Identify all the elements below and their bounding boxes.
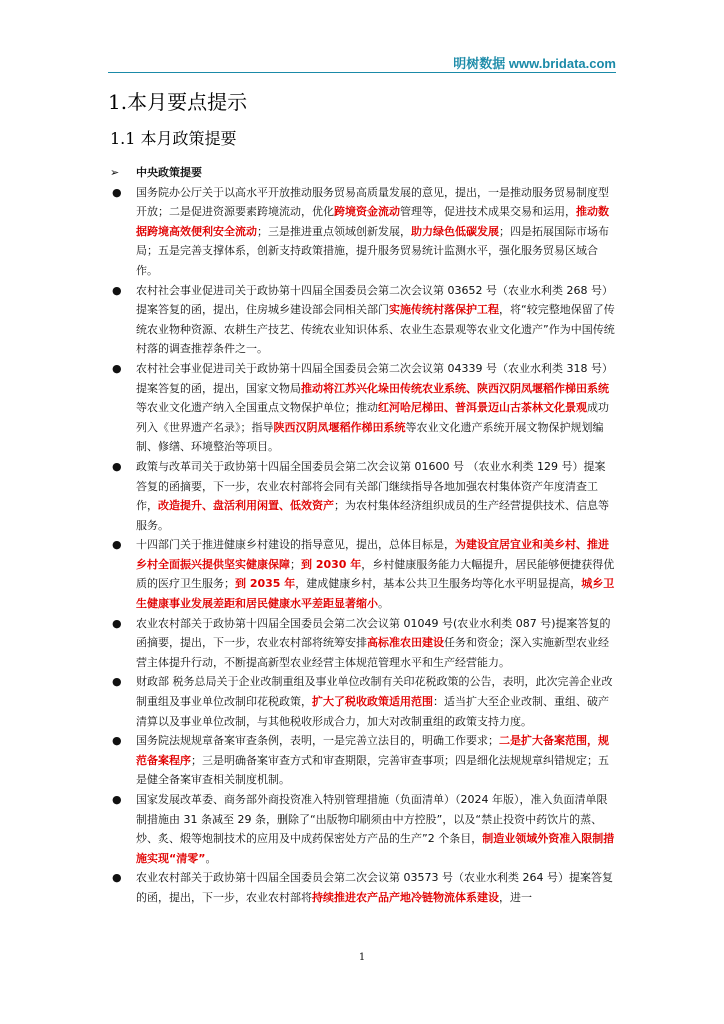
highlight-text: 制造业领域外资准入限制措施实现“清零” (136, 832, 615, 865)
policy-item-text (136, 362, 613, 453)
highlight-text: 高标准农田建设 (367, 636, 444, 650)
policy-item (110, 672, 616, 731)
body-text: 国务院法规规章备案审查条例，表明，一是完善立法目的，明确工作要求； (136, 734, 499, 748)
policy-item-text (136, 460, 609, 532)
highlight-text: 到 2030 年 (301, 557, 362, 571)
policy-item (110, 614, 616, 673)
highlight-text: 二是扩大备案范围，规范备案程序 (136, 734, 609, 767)
body-text: ，将“较完整地保留了传统农业物种资源、农耕生产技艺、传统农业知识体系、农业生态景观等农业文化遗产”作为中国传统村落的调查推荐条件之一。 (136, 303, 615, 356)
body-text: 政策与改革司关于政协第十四届全国委员会第二次会议第 01600 号 （农业水利类 129 号）提案答复的函摘要，下一步，农业农村部将会同有关部门继续指导各地加强农村集体资产年度清查工作， (136, 459, 606, 513)
body-text: ；四是拓展国际市场布局；五是完善支撑体系，创新支持政策措施，提升服务贸易统计监测水平，强化服务贸易区域合作。 (136, 224, 609, 277)
policy-item-text (136, 793, 614, 865)
policy-content (110, 163, 616, 908)
section-heading: 1.本月要点提示 (108, 90, 248, 114)
bullet-icon: ● (112, 361, 122, 375)
policy-item (110, 359, 616, 457)
highlight-text: 跨境资金流动 (334, 205, 400, 219)
body-text: 农业农村部关于政协第十四届全国委员会第二次会议第 03573 号（农业水利类 264 号）提案答复的函，提出，下一步，农业农村部将 (136, 871, 613, 904)
policy-list (110, 183, 616, 908)
highlight-text: 改造提升、盘活利用闲置、低效资产 (158, 499, 334, 513)
body-text: ，建成健康乡村，基本公共卫生服务均等化水平明显提高， (295, 577, 582, 591)
body-text: ；三是明确备案审查方式和审查期限，完善审查事项；四是细化法规规章纠错规定；五是健全备案审查相关制度机制。 (136, 753, 609, 787)
subsection-heading: 1.1 本月政策提要 (110, 129, 237, 148)
highlight-text: 为建设宜居宜业和美乡村、推进乡村全面振兴提供坚实健康保障 (136, 538, 609, 571)
policy-item-text (136, 871, 613, 904)
subheading-central-policy (110, 163, 616, 183)
bullet-icon: ● (112, 871, 122, 885)
body-text: 十四部门关于推进健康乡村建设的指导意见，提出，总体目标是， (136, 538, 455, 552)
highlight-text: 实施传统村落保护工程 (389, 303, 499, 317)
policy-item (110, 535, 616, 613)
highlight-text: 城乡卫生健康事业发展差距和居民健康水平差距显著缩小 (136, 577, 615, 611)
arrow-bullet-icon: ➢ (110, 166, 120, 179)
bullet-icon: ● (112, 734, 122, 748)
highlight-text: 红河哈尼梯田、普洱景迈山古茶林文化景观 (378, 401, 587, 415)
policy-item (110, 457, 616, 535)
policy-item-text (136, 734, 609, 786)
body-text: 国家发展改革委、商务部外商投资准入特别管理措施（负面清单）（2024 年版），准入负面清单限制措施由 31 条减至 29 条，删除了“出版物印刷须由中方控股”，以及“禁止投资中药饮片的蒸、炒、炙、煅等炮制技术的应用及中成药保密处方产品的生产”2 个条目， (136, 793, 608, 846)
body-text: 等农业文化遗产系统开展文物保护规划编制、修缮、环境整治等项目。 (136, 420, 604, 454)
policy-item-text (136, 284, 615, 356)
bullet-icon: ● (112, 185, 122, 199)
bullet-icon: ● (112, 616, 122, 630)
bullet-icon: ● (112, 283, 122, 297)
policy-item-text (136, 617, 611, 669)
body-text: 等农业文化遗产纳入全国重点文物保护单位；推动 (136, 401, 378, 415)
bullet-icon: ● (112, 675, 122, 689)
body-text: 任务和资金；深入实施新型农业经营主体提升行动，不断提高新型农业经营主体规范管理水平和生产经营能力。 (136, 636, 609, 669)
body-text: 。 (205, 851, 217, 865)
policy-item (110, 183, 616, 281)
policy-item-text (136, 675, 613, 727)
policy-item (110, 731, 616, 790)
body-text: 国务院办公厅关于以高水平开放推动服务贸易高质量发展的意见，提出，一是推动服务贸易制度型开放；二是促进资源要素跨境流动，优化 (136, 185, 609, 219)
bullet-icon: ● (112, 459, 122, 473)
highlight-text: 推动数据跨境高效便利安全流动 (136, 205, 609, 238)
body-text: 。 (378, 597, 389, 611)
body-text: ，进一 (499, 890, 532, 904)
body-text: 农村社会事业促进司关于政协第十四届全国委员会第二次会议第 04339 号（农业水利类 318 号）提案答复的函，提出，国家文物局 (136, 361, 613, 395)
policy-item (110, 281, 616, 359)
body-text: ；三是推进重点领域创新发展， (257, 224, 411, 238)
highlight-text: 到 2035 年 (235, 577, 296, 591)
body-text: ：适当扩大至企业改制、重组、破产清算以及事业单位改制，与其他税收形成合力，加大对改制重组的政策支持力度。 (136, 695, 609, 728)
body-text: ； (290, 557, 301, 571)
body-text: 财政部 税务总局关于企业改制重组及事业单位改制有关印花税政策的公告，表明，此次完善企业改制重组及事业单位改制印花税政策， (136, 675, 613, 709)
header-brand: 明树数据 www.bridata.com (453, 56, 616, 71)
subheading-label: 中央政策提要 (136, 166, 202, 179)
bullet-icon: ● (112, 793, 122, 806)
bullet-icon: ● (112, 538, 122, 552)
body-text: 管理等，促进技术成果交易和运用， (400, 205, 576, 219)
policy-item (110, 790, 616, 868)
policy-item (110, 868, 616, 907)
highlight-text: 推动将江苏兴化垛田传统农业系统、陕西汉阴凤堰稻作梯田系统 (301, 381, 609, 395)
body-text: ；为农村集体经济组织成员的生产经营提供技术、信息等服务。 (136, 499, 609, 532)
header-divider (108, 72, 616, 73)
highlight-text: 扩大了税收政策适用范围 (312, 695, 433, 709)
highlight-text: 助力绿色低碳发展 (411, 224, 499, 238)
body-text: 农村社会事业促进司关于政协第十四届全国委员会第二次会议第 03652 号（农业水利类 268 号）提案答复的函，提出，住房城乡建设部会同相关部门 (136, 283, 613, 317)
policy-item-text (136, 538, 614, 610)
highlight-text: 陕西汉阴凤堰稻作梯田系统 (273, 420, 406, 434)
body-text: ，乡村健康服务能力大幅提升，居民能够便捷获得优质的医疗卫生服务； (136, 557, 615, 591)
body-text: 成功列入《世界遗产名录》；指导 (136, 401, 609, 434)
policy-item-text (136, 186, 609, 277)
body-text: 农业农村部关于政协第十四届全国委员会第二次会议第 01049 号(农业水利类 087 号)提案答复的函摘要，提出，下一步，农业农村部将统筹安排 (136, 616, 611, 650)
highlight-text: 持续推进农产品产地冷链物流体系建设 (312, 890, 499, 904)
page-number: 1 (358, 952, 366, 963)
